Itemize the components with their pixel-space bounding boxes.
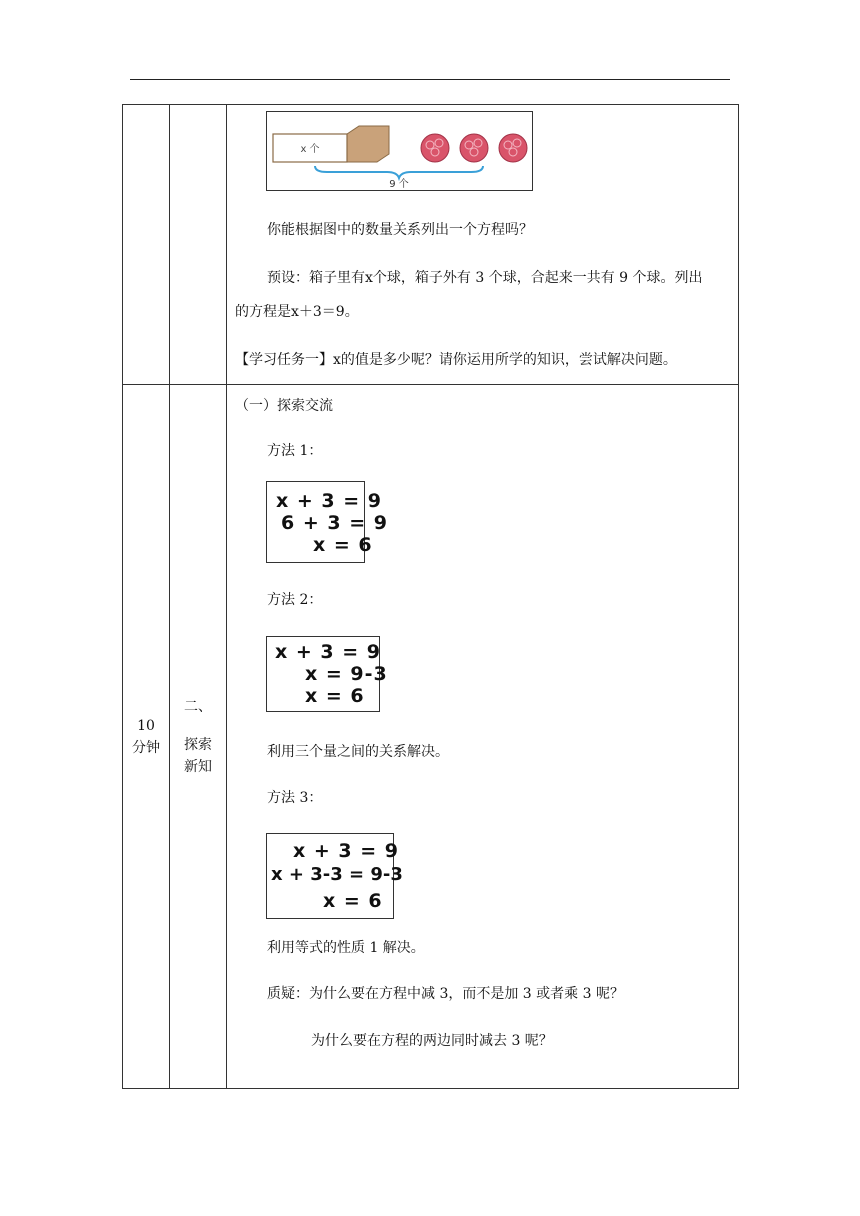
box-label: x 个: [300, 144, 320, 155]
method1-label: 方法 1：: [267, 443, 323, 459]
method3-note: 利用等式的性质 1 解决。: [267, 940, 425, 956]
method3-line-3: x = 6: [323, 890, 383, 912]
method2-handwriting-box: [266, 636, 388, 712]
method3-handwriting-box: [266, 833, 403, 919]
method2-line-3: x = 6: [305, 685, 365, 707]
ball-icon: [499, 134, 527, 162]
method2-line-2: x = 9-3: [305, 663, 388, 685]
method3-line-2: x + 3-3 = 9-3: [271, 864, 403, 885]
task-text: 【学习任务一】x的值是多少呢？请你运用所学的知识，尝试解决问题。: [235, 352, 677, 368]
stage-name: 探索新知: [184, 736, 212, 775]
preset-line-1: 预设：箱子里有x个球，箱子外有 3 个球，合起来一共有 9 个球。列出: [267, 270, 703, 286]
method2-note: 利用三个量之间的关系解决。: [267, 744, 449, 760]
total-label: 9 个: [389, 179, 409, 190]
method2-label: 方法 2：: [267, 592, 323, 608]
method3-label: 方法 3：: [267, 790, 323, 806]
figure-svg: [267, 112, 532, 190]
header-rule: [130, 79, 730, 80]
ball-icon: [421, 134, 449, 162]
brace-shape: [315, 166, 483, 178]
content-cell-intro: [227, 105, 739, 385]
method1-line-2: 6 + 3 = 9: [281, 512, 388, 534]
method1-handwriting-box: [266, 481, 388, 563]
question-2: 为什么要在方程的两边同时减去 3 呢？: [311, 1033, 553, 1049]
section-heading: （一）探索交流: [235, 398, 333, 414]
table-row: [123, 105, 739, 385]
time-cell-empty: [123, 105, 170, 385]
content-cell-explore: [227, 385, 739, 1089]
table-row: [123, 385, 739, 1089]
method1-line-1: x + 3 = 9: [276, 490, 382, 512]
preset-line-2: 的方程是x＋3＝9。: [235, 304, 359, 320]
method1-line-3: x = 6: [313, 534, 373, 556]
stage-cell-empty: [170, 105, 227, 385]
time-cell: [123, 385, 170, 1089]
method3-line-1: x + 3 = 9: [293, 840, 399, 862]
lesson-table: [122, 104, 739, 1089]
question-text: 你能根据图中的数量关系列出一个方程吗？: [267, 222, 533, 238]
question-1: 质疑：为什么要在方程中减 3，而不是加 3 或者乘 3 呢？: [267, 986, 624, 1002]
method2-line-1: x + 3 = 9: [275, 641, 381, 663]
ball-icon: [460, 134, 488, 162]
stage-cell: [170, 385, 227, 1089]
time-text: 10 分钟: [132, 717, 160, 756]
box-and-balls-figure: [266, 111, 533, 191]
box-side-shape: [347, 126, 389, 162]
stage-number: 二、: [184, 698, 212, 715]
